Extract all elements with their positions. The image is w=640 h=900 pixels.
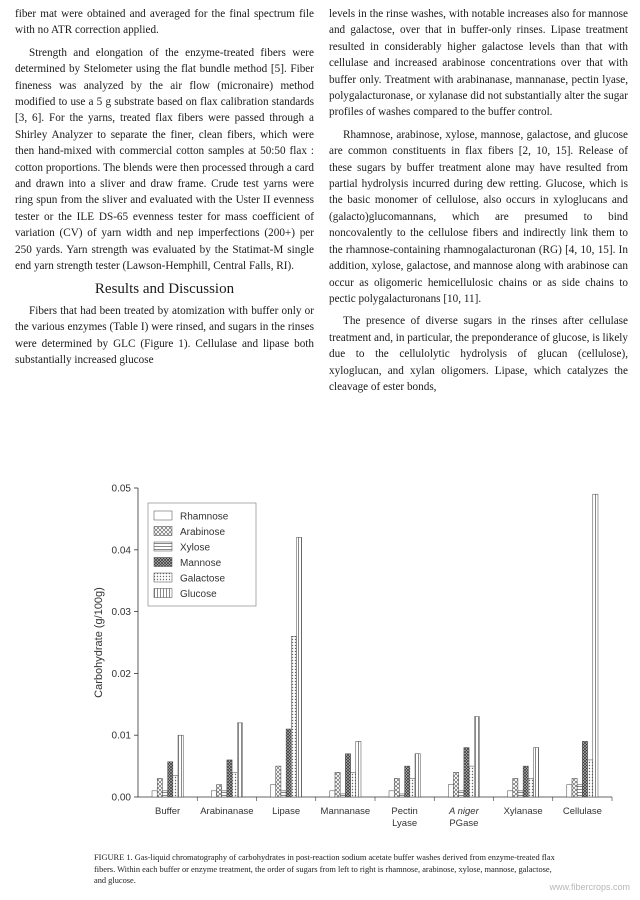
legend-label: Xylose <box>180 542 211 554</box>
bar-glucose <box>297 537 302 797</box>
bar-xylose <box>281 791 286 797</box>
x-tick-label: A niger <box>449 806 479 817</box>
x-tick-label: Cellulase <box>562 806 602 817</box>
x-tick-label: Mannanase <box>320 806 371 817</box>
bar-arabinose <box>335 772 340 797</box>
bar-xylose <box>162 791 167 797</box>
paragraph: Rhamnose, arabinose, xylose, mannose, galactose, and glucose are common constituents in flax fibers [2, 10, 15]. Release of these sugars by buffer treatment alone may have resulted from partial hydrolysis incurred during dew retting. Glucose, which is the basic monomer of cellulose, also occurs in xyloglucans and (galacto)glucomannans, which are presumed to bind noncovalently to the cellulose fibers and indirectly link them to the rhamnose-containing rhamnogalacturonan (RG) [4, 10, 15]. In addition, xylose, galactose, and mannose along with arabinose can occur as oligomeric hemicellulosic chains or as side chains to pectic polygalacturonans [10, 11]. <box>329 128 628 305</box>
bar-arabinose <box>513 778 518 797</box>
bar-galactose <box>291 636 296 797</box>
bar-arabinose <box>394 778 399 797</box>
bar-mannose <box>286 729 291 797</box>
x-tick-label: Pectin <box>391 806 418 817</box>
figure-caption: FIGURE 1. Gas-liquid chromatography of carbohydrates in post-reaction sodium acetate buffer washes derived from enzyme-treated flax fibers. Within each buffer or enzyme treatment, the order of sugars from left to right is rhamnose, arabinose, xylose, mannose, galactose, and glucose. <box>94 853 555 885</box>
legend-label: Rhamnose <box>180 511 229 523</box>
bar-rhamnose <box>389 791 394 797</box>
x-tick-label: Lyase <box>392 818 418 829</box>
bar-xylose <box>340 794 345 797</box>
paragraph: Strength and elongation of the enzyme-treated fibers were determined by Stelometer using the flat bundle method [5]. Fiber fineness was analyzed by the air flow (micronaire) method modified to use a 5 g substrate based on flax calibration standards [3, 6]. For the yarns, treated flax fibers were passed through a Shirley Analyzer to separate the finer, clean fibers, which were then hand-mixed with commercial cotton samples at 50:50 flax : cotton proportions. The blends were then processed through a card and drawn into a sliver and draw frame. Crude test yarns were ring spun from the sliver and evaluated with the Uster II evenness tester or the ILE DS-65 evenness tester for mass coefficient of variation (CV) of yarn width and nep imperfections (200+) per 250 yards. Yarn strength was evaluated by the Statimat-M single end yarn strength tester (Lawson-Hemphill, Central Falls, RI). <box>15 46 314 273</box>
y-tick-label: 0.05 <box>111 483 131 495</box>
paragraph: The presence of diverse sugars in the rinses after cellulase treatment and, in particular, the preponderance of glucose, is likely due to the cellulolytic hydrolysis of glucan (cellulose), xyloglucan, and xylan oligomers. Lipase, which catalyzes the cleavage of ester bonds, <box>329 315 629 393</box>
bar-arabinose <box>572 778 577 797</box>
bar-mannose <box>405 766 410 797</box>
bar-galactose <box>232 772 237 797</box>
bar-rhamnose <box>448 785 453 797</box>
bar-xylose <box>577 785 582 797</box>
bar-glucose <box>593 494 598 797</box>
legend-swatch <box>154 527 172 536</box>
bar-xylose <box>459 791 464 797</box>
bar-mannose <box>227 760 232 797</box>
bar-rhamnose <box>152 791 157 797</box>
x-tick-label: Xylanase <box>503 806 543 817</box>
legend-swatch <box>154 542 172 551</box>
y-axis-label: Carbohydrate (g/100g) <box>93 587 105 698</box>
right-text-column <box>329 6 628 401</box>
bar-rhamnose <box>211 791 216 797</box>
left-text-column <box>15 6 314 375</box>
bar-rhamnose <box>508 791 513 797</box>
legend-swatch <box>154 589 172 598</box>
legend-swatch <box>154 573 172 582</box>
bar-galactose <box>528 778 533 797</box>
section-heading: Results and Discussion <box>94 280 235 297</box>
bar-mannose <box>523 766 528 797</box>
bar-glucose <box>356 741 361 797</box>
legend-label: Mannose <box>180 558 222 569</box>
paragraph: levels in the rinse washes, with notable increases also for mannose and galactose, over that in buffer-only rinses. Lipase treatment resulted in considerably higher galactose levels than that with cellulase and increased arabinose concentrations over that with buffer only. Treatment with arabinanase, mannanase, pectin lyase, polygalacturonase, or xylanase did not substantially alter the sugar profiles of washes compared to the buffer control. <box>329 8 628 119</box>
x-tick-label: PGase <box>449 818 479 829</box>
bar-glucose <box>534 748 539 797</box>
bar-xylose <box>399 794 404 797</box>
bar-xylose <box>518 791 523 797</box>
bar-galactose <box>351 772 356 797</box>
bar-mannose <box>345 754 350 797</box>
bar-arabinose <box>216 785 221 797</box>
bar-rhamnose <box>330 791 335 797</box>
bar-galactose <box>173 775 178 797</box>
watermark: www.fibercrops.com <box>549 882 630 892</box>
bar-arabinose <box>453 772 458 797</box>
paragraph: fiber mat were obtained and averaged for the final spectrum file with no ATR correction applied. <box>15 8 314 37</box>
bar-arabinose <box>276 766 281 797</box>
y-tick-label: 0.00 <box>111 792 131 804</box>
y-tick-label: 0.04 <box>111 545 131 557</box>
bar-glucose <box>415 754 420 797</box>
legend-label: Arabinose <box>180 527 226 538</box>
plot-area <box>93 484 612 830</box>
bar-xylose <box>222 791 227 797</box>
legend-swatch <box>154 511 172 520</box>
bar-glucose <box>474 717 479 797</box>
bar-chart <box>0 470 640 850</box>
y-tick-label: 0.02 <box>111 668 131 680</box>
legend-label: Galactose <box>180 573 226 585</box>
bar-mannose <box>464 748 469 797</box>
x-tick-label: Buffer <box>155 806 181 817</box>
x-tick-label: Lipase <box>272 806 301 817</box>
bar-galactose <box>588 760 593 797</box>
bar-galactose <box>469 766 474 797</box>
bar-rhamnose <box>567 785 572 797</box>
y-tick-label: 0.01 <box>111 730 131 742</box>
legend-label: Glucose <box>180 589 217 600</box>
bar-rhamnose <box>271 785 276 797</box>
figure-1 <box>0 470 640 870</box>
bar-galactose <box>410 778 415 797</box>
bar-mannose <box>168 762 173 797</box>
legend-swatch <box>154 558 172 567</box>
bar-glucose <box>237 723 242 797</box>
y-tick-label: 0.03 <box>111 607 131 619</box>
bar-glucose <box>178 735 183 797</box>
bar-mannose <box>582 741 587 797</box>
bar-arabinose <box>157 778 162 797</box>
paragraph: Fibers that had been treated by atomization with buffer only or the various enzymes (Table I) were rinsed, and sugars in the rinses were determined by GLC (Figure 1). Cellulase and lipase both substantially increased glucose <box>15 304 314 367</box>
x-tick-label: Arabinanase <box>200 806 254 817</box>
